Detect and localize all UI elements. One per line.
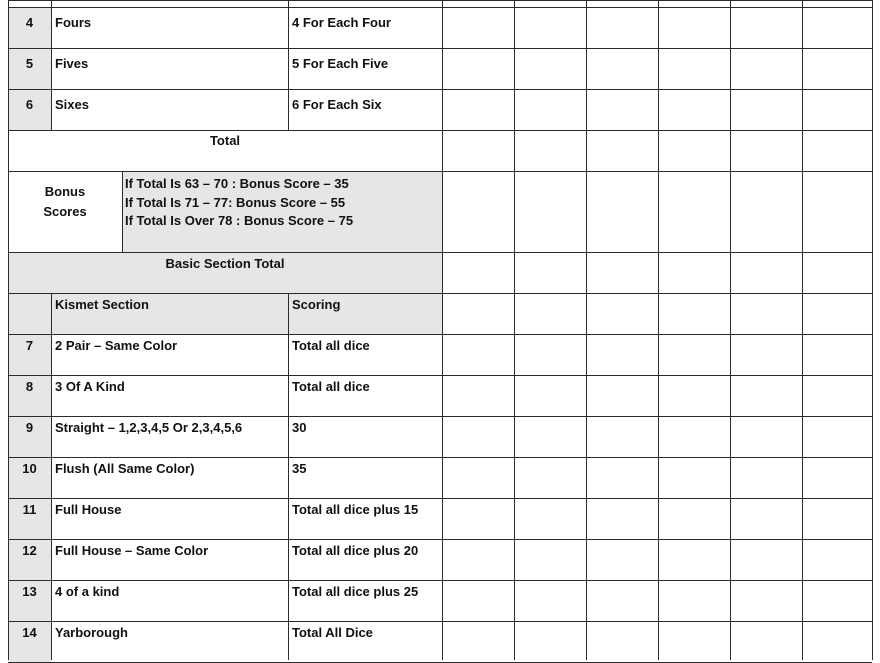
scoring-rule: 5 For Each Five xyxy=(292,56,389,71)
score-cell[interactable] xyxy=(443,131,514,171)
score-cell[interactable] xyxy=(515,172,586,252)
row-number: 11 xyxy=(22,502,37,517)
category-name: Straight – 1,2,3,4,5 Or 2,3,4,5,6 xyxy=(55,420,243,435)
score-cell[interactable] xyxy=(587,131,658,171)
scoring-rule: Total all dice xyxy=(292,338,370,353)
score-cell[interactable] xyxy=(587,49,658,89)
category-name: Flush (All Same Color) xyxy=(55,461,195,476)
score-cell[interactable] xyxy=(587,622,658,662)
score-cell[interactable] xyxy=(587,581,658,621)
score-cell[interactable] xyxy=(515,376,586,416)
score-cell[interactable] xyxy=(515,417,586,457)
scoring-header: Scoring xyxy=(292,297,341,312)
score-cell[interactable] xyxy=(443,8,514,48)
row-number: 5 xyxy=(25,56,34,71)
score-cell[interactable] xyxy=(731,172,802,252)
column-divider xyxy=(288,293,289,660)
bonus-rule: If Total Is Over 78 : Bonus Score – 75 xyxy=(125,213,354,228)
score-cell[interactable] xyxy=(731,131,802,171)
score-cell[interactable] xyxy=(515,131,586,171)
score-cell[interactable] xyxy=(443,172,514,252)
score-cell[interactable] xyxy=(659,8,730,48)
score-cell[interactable] xyxy=(515,622,586,662)
score-cell[interactable] xyxy=(443,499,514,539)
bonus-rule: If Total Is 63 – 70 : Bonus Score – 35 xyxy=(125,176,349,191)
score-cell[interactable] xyxy=(587,8,658,48)
score-cell[interactable] xyxy=(587,417,658,457)
scoring-rule: 4 For Each Four xyxy=(292,15,391,30)
score-cell[interactable] xyxy=(587,335,658,375)
score-cell[interactable] xyxy=(731,417,802,457)
score-cell[interactable] xyxy=(443,540,514,580)
score-cell[interactable] xyxy=(443,294,514,334)
score-cell[interactable] xyxy=(803,458,872,498)
total-label: Total xyxy=(209,133,241,148)
score-cell[interactable] xyxy=(803,90,872,130)
score-cell[interactable] xyxy=(803,540,872,580)
score-cell[interactable] xyxy=(803,581,872,621)
bonus-label: Scores xyxy=(43,204,87,219)
score-cell[interactable] xyxy=(659,49,730,89)
category-name: Full House – Same Color xyxy=(55,543,209,558)
score-cell[interactable] xyxy=(515,581,586,621)
bonus-label: Bonus xyxy=(44,184,86,199)
row-number: 6 xyxy=(25,97,34,112)
score-cell[interactable] xyxy=(515,90,586,130)
score-cell[interactable] xyxy=(515,294,586,334)
score-cell[interactable] xyxy=(587,540,658,580)
score-cell[interactable] xyxy=(443,622,514,662)
column-divider xyxy=(872,0,873,660)
score-cell[interactable] xyxy=(515,458,586,498)
score-cell[interactable] xyxy=(803,8,872,48)
score-cell[interactable] xyxy=(731,49,802,89)
kismet-section-header: Kismet Section xyxy=(55,297,149,312)
score-cell[interactable] xyxy=(587,253,658,293)
score-cell[interactable] xyxy=(443,581,514,621)
category-name: Yarborough xyxy=(55,625,128,640)
score-cell[interactable] xyxy=(803,253,872,293)
scoring-rule: 6 For Each Six xyxy=(292,97,382,112)
category-name: Fours xyxy=(55,15,92,30)
score-cell[interactable] xyxy=(803,499,872,539)
row-number: 12 xyxy=(22,543,37,558)
score-cell[interactable] xyxy=(731,8,802,48)
category-name: 4 of a kind xyxy=(55,584,120,599)
score-cell[interactable] xyxy=(587,90,658,130)
row-number: 10 xyxy=(22,461,37,476)
score-cell[interactable] xyxy=(731,622,802,662)
score-cell[interactable] xyxy=(515,540,586,580)
score-cell[interactable] xyxy=(659,131,730,171)
score-cell[interactable] xyxy=(731,90,802,130)
score-cell[interactable] xyxy=(731,540,802,580)
score-cell[interactable] xyxy=(515,49,586,89)
score-cell[interactable] xyxy=(803,417,872,457)
row-number: 8 xyxy=(25,379,34,394)
scoring-rule: Total all dice xyxy=(292,379,370,394)
score-cell[interactable] xyxy=(803,622,872,662)
row-divider xyxy=(8,0,872,1)
score-cell[interactable] xyxy=(731,581,802,621)
score-cell[interactable] xyxy=(443,335,514,375)
score-cell[interactable] xyxy=(587,172,658,252)
score-cell[interactable] xyxy=(515,335,586,375)
score-cell[interactable] xyxy=(443,458,514,498)
score-cell[interactable] xyxy=(659,253,730,293)
score-cell[interactable] xyxy=(587,499,658,539)
scoring-rule: 35 xyxy=(292,461,307,476)
score-cell[interactable] xyxy=(515,253,586,293)
category-name: Sixes xyxy=(55,97,89,112)
score-cell[interactable] xyxy=(659,458,730,498)
score-cell[interactable] xyxy=(731,294,802,334)
score-cell[interactable] xyxy=(659,581,730,621)
bonus-rule: If Total Is 71 – 77: Bonus Score – 55 xyxy=(125,194,346,210)
score-cell[interactable] xyxy=(659,499,730,539)
score-cell[interactable] xyxy=(731,458,802,498)
score-cell[interactable] xyxy=(515,499,586,539)
scoring-rule: Total all dice plus 15 xyxy=(292,502,419,517)
score-cell[interactable] xyxy=(731,335,802,375)
column-divider xyxy=(51,293,52,660)
row-number: 9 xyxy=(25,420,34,435)
score-cell[interactable] xyxy=(803,172,872,252)
score-cell[interactable] xyxy=(659,622,730,662)
score-cell[interactable] xyxy=(659,172,730,252)
score-cell[interactable] xyxy=(731,376,802,416)
score-cell[interactable] xyxy=(659,294,730,334)
scoring-rule: 30 xyxy=(292,420,307,435)
score-cell[interactable] xyxy=(803,49,872,89)
score-cell[interactable] xyxy=(803,294,872,334)
score-cell[interactable] xyxy=(803,131,872,171)
row-number: 14 xyxy=(22,625,37,640)
score-cell[interactable] xyxy=(587,458,658,498)
score-cell[interactable] xyxy=(587,376,658,416)
category-name: 2 Pair – Same Color xyxy=(55,338,178,353)
row-number: 7 xyxy=(25,338,34,353)
score-cell[interactable] xyxy=(443,376,514,416)
score-cell[interactable] xyxy=(803,376,872,416)
score-cell[interactable] xyxy=(803,335,872,375)
score-cell[interactable] xyxy=(731,499,802,539)
basic-section-total-label: Basic Section Total xyxy=(165,256,285,271)
score-cell[interactable] xyxy=(659,540,730,580)
score-cell[interactable] xyxy=(515,8,586,48)
category-name: 3 Of A Kind xyxy=(55,379,125,394)
row-number: 13 xyxy=(22,584,37,599)
scoring-rule: Total All Dice xyxy=(292,625,373,640)
column-divider xyxy=(122,171,123,252)
scoring-rule: Total all dice plus 20 xyxy=(292,543,419,558)
score-cell[interactable] xyxy=(443,417,514,457)
category-name: Fives xyxy=(55,56,89,71)
score-cell[interactable] xyxy=(659,376,730,416)
scoring-rule: Total all dice plus 25 xyxy=(292,584,419,599)
score-cell[interactable] xyxy=(731,253,802,293)
score-cell[interactable] xyxy=(659,90,730,130)
category-name: Full House xyxy=(55,502,122,517)
score-cell[interactable] xyxy=(659,417,730,457)
row-number: 4 xyxy=(25,15,34,30)
score-cell[interactable] xyxy=(659,335,730,375)
score-cell[interactable] xyxy=(443,90,514,130)
score-cell[interactable] xyxy=(443,253,514,293)
column-divider xyxy=(288,0,289,130)
score-cell[interactable] xyxy=(443,49,514,89)
score-cell[interactable] xyxy=(587,294,658,334)
column-divider xyxy=(51,0,52,130)
